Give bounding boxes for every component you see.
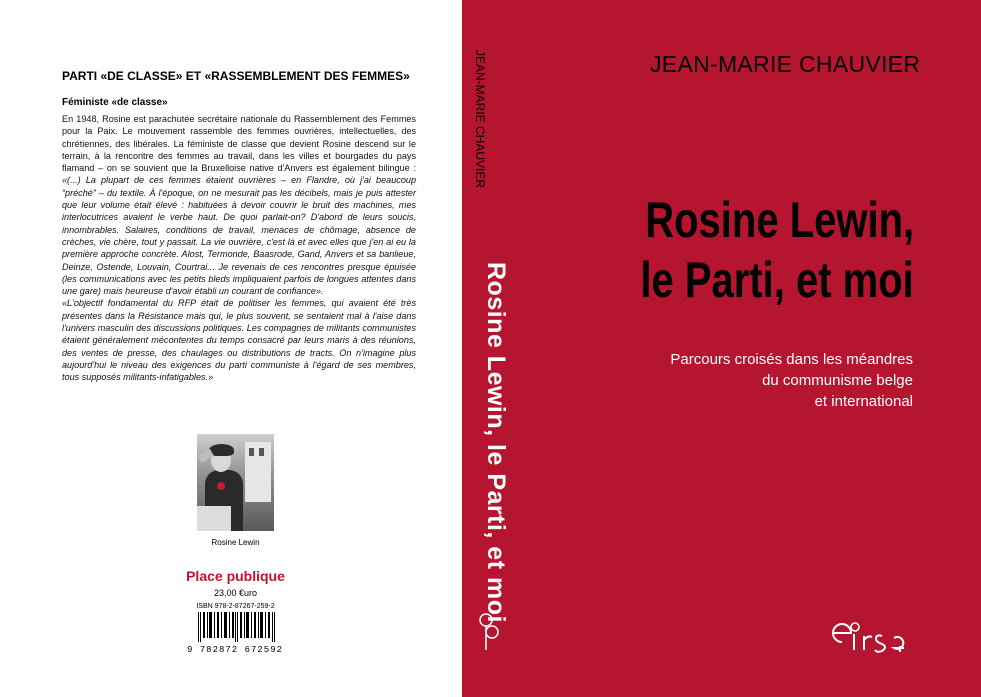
subtitle-line: et international — [814, 393, 913, 410]
spine-title: Rosine Lewin, le Parti, et moi — [482, 262, 510, 623]
photo-caption: Rosine Lewin — [211, 538, 260, 547]
publisher-name: Place publique — [186, 568, 285, 584]
spine-author: JEAN-MARIE CHAUVIER — [473, 50, 487, 189]
front-title-line-2: le Parti, et moi — [640, 252, 914, 308]
publisher-logo-icon — [828, 616, 908, 656]
subtitle-line: du communisme belge — [762, 372, 913, 389]
isbn: ISBN 978-2-87267-259-2 — [196, 603, 275, 610]
barcode-icon — [197, 612, 277, 642]
publisher-mark-icon — [478, 612, 500, 652]
body-quote-1: «(...) La plupart de ces femmes étaient ouvrières – en Flandre, où j'ai beaucoup “préché” – du textile. À l'époque, on ne mesurait pas les décibels, mais je puis attester que leur volume était élevé : habituées à devoir couvrir le bruit des machines, mes interlocutrices avaient le verbe haut. De quoi parlait-on? D'abord de leurs soucis, innombrables. Salaires, conditions de travail, menaces de chômage, absence de crèches, vie chère, tout y passait. La vie ouvrière, c'est là et avec elles que j'en ai eu la première approche concrète. Alost, Termonde, Baasrode, Gand, Anvers et sa banlieue, Deinze, Ostende, Louvain, Courtrai... Je revenais de ces rencontres presque épuisée (les communications avec les petits bleds impliquaient parfois de longues attentes dans une gare) mais heureuse d'avoir établi un courant de confiance». — [62, 175, 416, 297]
back-cover-heading: PARTI «DE CLASSE» ET «RASSEMBLEMENT DES FEMMES» — [62, 69, 410, 83]
body-quote-2: «L'objectif fondamental du RFP était de politiser les femmes, qui avaient été très présentes dans la Résistance mais qui, le plus souvent, se sentaient mal à l'aise dans l'univers masculin des discussions politiques. Les compagnes de militants communistes étaient généralement mécontentes du temps consacré par leurs maris à des réunions, des ventes de presse, des chaulages ou distributions de tracts. On n'imagine plus aujourd'hui le niveau des exigences du parti communiste à l'égard de ses membres, tous supposés militants-infatigables.» — [62, 298, 416, 383]
front-title-line-1: Rosine Lewin, — [645, 192, 914, 248]
body-regular-text: En 1948, Rosine est parachutée secrétaire nationale du Rassemblement des Femmes pour la Paix. Le mouvement rassemble des femmes ouvrières, intellectuelles, des chrétiennes, des libérales. La féministe de classe que devient Rosine descend sur le terrain, à la rencontre des femmes au travail, dans les villes et bourgades du pays flamand – on se souvient que la Bruxelloise native d'Anvers est également bilingue : — [62, 114, 416, 174]
subtitle-line: Parcours croisés dans les méandres — [670, 351, 913, 368]
price: 23,00 €uro — [213, 588, 258, 598]
front-author: JEAN-MARIE CHAUVIER — [650, 51, 921, 77]
back-cover-subheading: Féministe «de classe» — [62, 97, 168, 108]
back-cover-body — [62, 113, 416, 384]
author-photo — [197, 434, 274, 531]
barcode-number: 9 782872 672592 — [186, 645, 283, 655]
back-cover — [0, 0, 462, 697]
front-subtitle — [670, 349, 913, 412]
